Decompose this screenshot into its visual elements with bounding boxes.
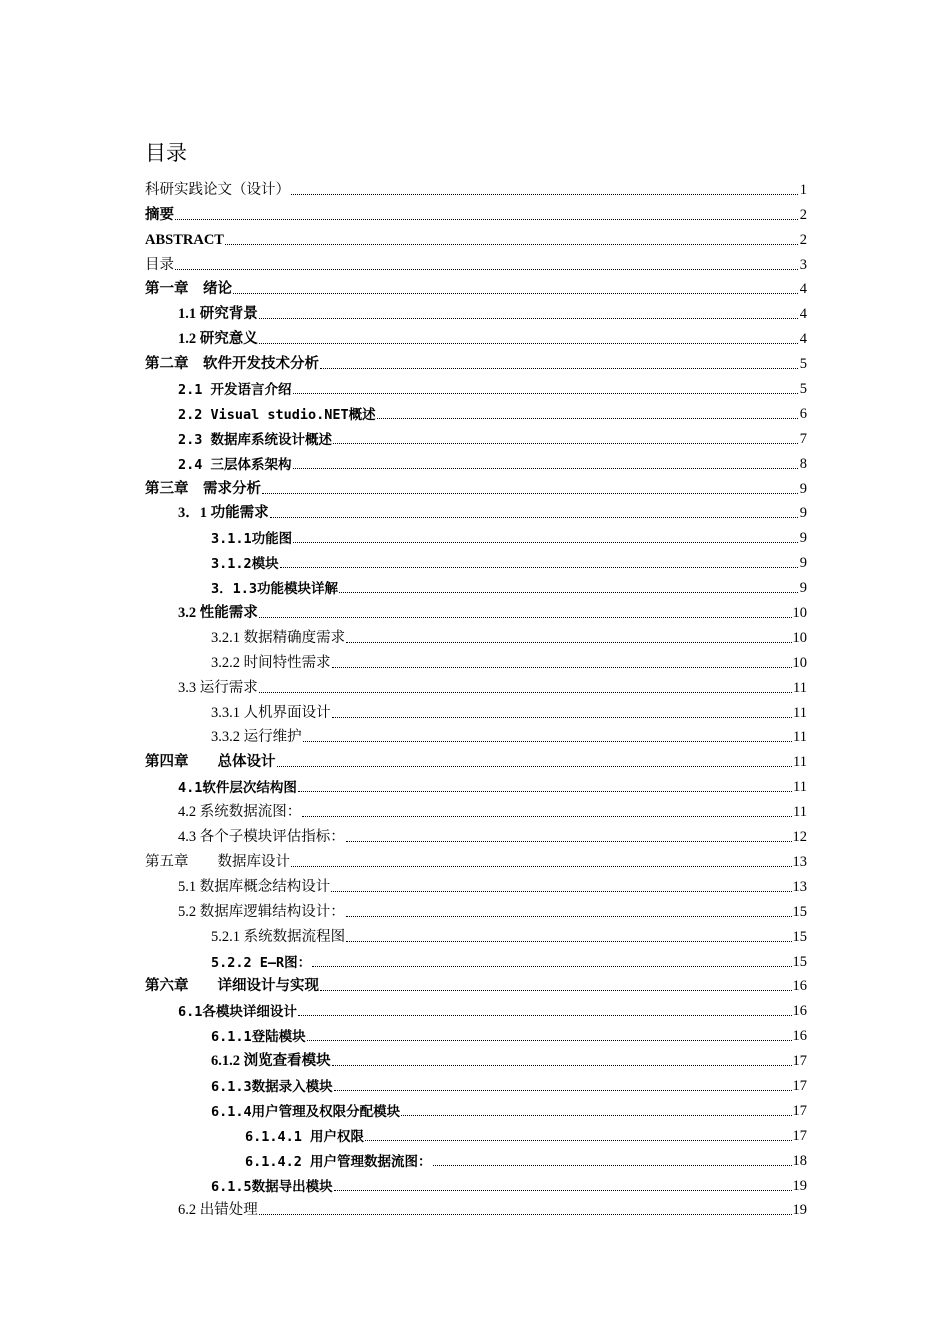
toc-entry[interactable]: [145, 1170, 807, 1195]
toc-entry-label: 第二章 软件开发技术分析: [145, 356, 319, 373]
toc-entry[interactable]: [145, 373, 807, 398]
toc-entry-label: 5.1 数据库概念结构设计: [178, 878, 331, 895]
toc-entry-label: 第三章 需求分析: [145, 480, 261, 497]
dot-leader: [365, 1139, 791, 1141]
toc-entry-label: 6.1.2 浏览查看模块: [211, 1053, 331, 1070]
toc-page-number: 16: [792, 978, 807, 995]
toc-entry-label: 6.1.1登陆模块: [211, 1029, 306, 1046]
dot-leader: [331, 890, 791, 892]
toc-page-number: 12: [792, 829, 807, 846]
dot-leader: [302, 815, 792, 817]
toc-page-number: 13: [792, 878, 807, 895]
dot-leader: [332, 716, 792, 718]
toc-page-number: 17: [792, 1102, 807, 1119]
toc-page-number: 9: [799, 555, 807, 572]
dot-leader: [346, 940, 791, 942]
toc-page-number: 10: [792, 654, 807, 671]
toc-page-number: 1: [799, 181, 807, 198]
toc-page-number: 8: [799, 455, 807, 472]
toc-entry-label: 4.2 系统数据流图：: [178, 804, 302, 821]
toc-page-number: 4: [799, 331, 807, 348]
toc-entry-label: 2.3 数据库系统设计概述: [178, 431, 333, 448]
dot-leader: [339, 591, 798, 593]
toc-entry-label: ABSTRACT: [145, 231, 224, 248]
dot-leader: [293, 467, 798, 469]
toc-entry[interactable]: [145, 448, 807, 473]
toc-entry-label: 6.1各模块详细设计: [178, 1004, 297, 1021]
toc-entry-label: 3.2 性能需求: [178, 605, 258, 622]
toc-entry[interactable]: [145, 1145, 807, 1170]
dot-leader: [333, 442, 798, 444]
toc-entry[interactable]: [145, 771, 807, 796]
dot-leader: [320, 989, 792, 991]
toc-page-number: 11: [793, 729, 807, 746]
dot-leader: [259, 691, 792, 693]
toc-entry[interactable]: [145, 323, 807, 348]
toc-entry-label: 3.2.1 数据精确度需求: [211, 629, 346, 646]
toc-entry-label: 第五章 数据库设计: [145, 853, 290, 870]
dot-leader: [332, 666, 792, 668]
dot-leader: [334, 1089, 792, 1091]
dot-leader: [262, 492, 798, 494]
toc-entry[interactable]: [145, 522, 807, 547]
toc-page-number: 17: [792, 1127, 807, 1144]
toc-page-number: 18: [792, 1152, 807, 1169]
toc-entry[interactable]: [145, 572, 807, 597]
toc-entry-label: 目录: [145, 256, 174, 273]
toc-page-number: 15: [792, 953, 807, 970]
toc-entry-label: 5.2.2 E—R图：: [211, 954, 312, 971]
toc-entry-label: 3.1.1功能图: [211, 531, 293, 548]
toc-page-number: 11: [793, 804, 807, 821]
toc-entry[interactable]: [145, 697, 807, 722]
dot-leader: [433, 1164, 792, 1166]
toc-entry-label: 4.1软件层次结构图: [178, 780, 297, 797]
toc-entry[interactable]: [145, 597, 807, 622]
toc-entry-label: 第一章 绪论: [145, 281, 232, 298]
toc-entry[interactable]: [145, 1095, 807, 1120]
toc-entry-label: 3．1.3功能模块详解: [211, 581, 339, 598]
toc-entry-label: 6.1.3数据录入模块: [211, 1078, 333, 1095]
toc-entry-label: 3.3 运行需求: [178, 679, 258, 696]
toc-page-number: 4: [799, 281, 807, 298]
dot-leader: [293, 392, 798, 394]
toc-entry[interactable]: [145, 1020, 807, 1045]
toc-page-number: 15: [792, 903, 807, 920]
toc-entry[interactable]: [145, 249, 807, 274]
toc-page-number: 7: [799, 430, 807, 447]
toc-entry[interactable]: [145, 224, 807, 249]
toc-entry-label: 3.2.2 时间特性需求: [211, 654, 331, 671]
toc-page-number: 19: [792, 1177, 807, 1194]
toc-page-number: 2: [799, 206, 807, 223]
toc-entry[interactable]: [145, 1120, 807, 1145]
dot-leader: [307, 1039, 792, 1041]
toc-page-number: 6: [799, 405, 807, 422]
dot-leader: [175, 218, 798, 220]
toc-entry[interactable]: [145, 746, 807, 771]
dot-leader: [291, 865, 792, 867]
toc-page-number: 15: [792, 928, 807, 945]
toc-page-number: 5: [799, 356, 807, 373]
toc-page-number: 9: [799, 580, 807, 597]
dot-leader: [298, 1014, 792, 1016]
toc-title: 目录: [145, 141, 187, 165]
toc-page-number: 4: [799, 306, 807, 323]
toc-entry[interactable]: [145, 871, 807, 896]
toc-page-number: 2: [799, 231, 807, 248]
toc-entry-label: 3.3.1 人机界面设计: [211, 704, 331, 721]
toc-page-number: 9: [799, 530, 807, 547]
toc-page-number: 11: [793, 704, 807, 721]
dot-leader: [346, 915, 792, 917]
toc-entry[interactable]: [145, 971, 807, 996]
table-of-contents: [145, 174, 807, 1219]
toc-entry-label: 6.1.4用户管理及权限分配模块: [211, 1103, 401, 1120]
toc-entry[interactable]: [145, 348, 807, 373]
dot-leader: [293, 541, 798, 543]
toc-entry-label: 3.3.2 运行维护: [211, 729, 302, 746]
toc-entry-label: 6.2 出错处理: [178, 1202, 258, 1219]
toc-entry-label: 4.3 各个子模块评估指标：: [178, 829, 345, 846]
dot-leader: [259, 616, 792, 618]
dot-leader: [259, 342, 798, 344]
toc-entry[interactable]: [145, 722, 807, 747]
toc-entry[interactable]: [145, 995, 807, 1020]
dot-leader: [270, 516, 798, 518]
toc-entry[interactable]: [145, 1195, 807, 1220]
dot-leader: [334, 1189, 792, 1191]
toc-entry[interactable]: [145, 622, 807, 647]
toc-entry[interactable]: [145, 398, 807, 423]
toc-entry[interactable]: [145, 1045, 807, 1070]
toc-entry[interactable]: [145, 199, 807, 224]
dot-leader: [332, 1064, 792, 1066]
dot-leader: [320, 367, 798, 369]
dot-leader: [277, 765, 793, 767]
toc-page-number: 9: [799, 480, 807, 497]
toc-page-number: 9: [799, 505, 807, 522]
toc-entry-label: 6.1.4.2 用户管理数据流图：: [245, 1153, 432, 1170]
toc-entry-label: 3.1.2模块: [211, 556, 279, 573]
toc-entry-label: 2.4 三层体系架构: [178, 456, 292, 473]
toc-entry-label: 6.1.5数据导出模块: [211, 1178, 333, 1195]
toc-page-number: 10: [792, 629, 807, 646]
toc-entry[interactable]: [145, 921, 807, 946]
toc-entry[interactable]: [145, 647, 807, 672]
toc-entry[interactable]: [145, 821, 807, 846]
dot-leader: [346, 641, 791, 643]
toc-page-number: 10: [792, 605, 807, 622]
toc-page-number: 16: [792, 1028, 807, 1045]
toc-entry[interactable]: [145, 498, 807, 523]
toc-entry-label: 第四章 总体设计: [145, 754, 276, 771]
dot-leader: [312, 965, 791, 967]
toc-entry-label: 科研实践论文（设计）: [145, 181, 290, 198]
toc-entry-label: 1.1 研究背景: [178, 306, 258, 323]
toc-page-number: 5: [799, 381, 807, 398]
toc-entry-label: 5.2 数据库逻辑结构设计：: [178, 903, 345, 920]
toc-page-number: 13: [792, 853, 807, 870]
toc-entry[interactable]: [145, 672, 807, 697]
toc-page-number: 17: [792, 1077, 807, 1094]
dot-leader: [298, 790, 792, 792]
toc-page-number: 11: [793, 754, 807, 771]
toc-entry[interactable]: [145, 547, 807, 572]
dot-leader: [346, 840, 792, 842]
toc-entry[interactable]: [145, 473, 807, 498]
toc-page-number: 17: [792, 1053, 807, 1070]
toc-entry-label: 6.1.4.1 用户权限: [245, 1128, 365, 1145]
toc-page-number: 19: [792, 1202, 807, 1219]
toc-entry[interactable]: [145, 796, 807, 821]
toc-entry[interactable]: [145, 274, 807, 299]
dot-leader: [175, 268, 798, 270]
dot-leader: [259, 1213, 792, 1215]
dot-leader: [401, 1114, 791, 1116]
toc-entry-label: 2.2 Visual studio.NET概述: [178, 406, 376, 423]
toc-entry[interactable]: [145, 423, 807, 448]
toc-page-number: 3: [799, 256, 807, 273]
toc-page-number: 11: [793, 679, 807, 696]
toc-entry-label: 3．1 功能需求: [178, 505, 269, 522]
toc-entry[interactable]: [145, 1070, 807, 1095]
dot-leader: [259, 317, 798, 319]
toc-entry-label: 5.2.1 系统数据流程图: [211, 928, 346, 945]
dot-leader: [280, 566, 798, 568]
toc-entry[interactable]: [145, 896, 807, 921]
toc-entry-label: 第六章 详细设计与实现: [145, 978, 319, 995]
dot-leader: [377, 417, 798, 419]
toc-page-number: 16: [792, 1003, 807, 1020]
toc-entry-label: 2.1 开发语言介绍: [178, 382, 292, 399]
toc-entry[interactable]: [145, 174, 807, 199]
dot-leader: [233, 292, 798, 294]
dot-leader: [225, 243, 798, 245]
toc-page-number: 11: [793, 779, 807, 796]
toc-entry[interactable]: [145, 946, 807, 971]
dot-leader: [303, 740, 792, 742]
toc-entry[interactable]: [145, 298, 807, 323]
dot-leader: [291, 193, 798, 195]
toc-entry[interactable]: [145, 846, 807, 871]
toc-entry-label: 摘要: [145, 206, 174, 223]
toc-entry-label: 1.2 研究意义: [178, 331, 258, 348]
